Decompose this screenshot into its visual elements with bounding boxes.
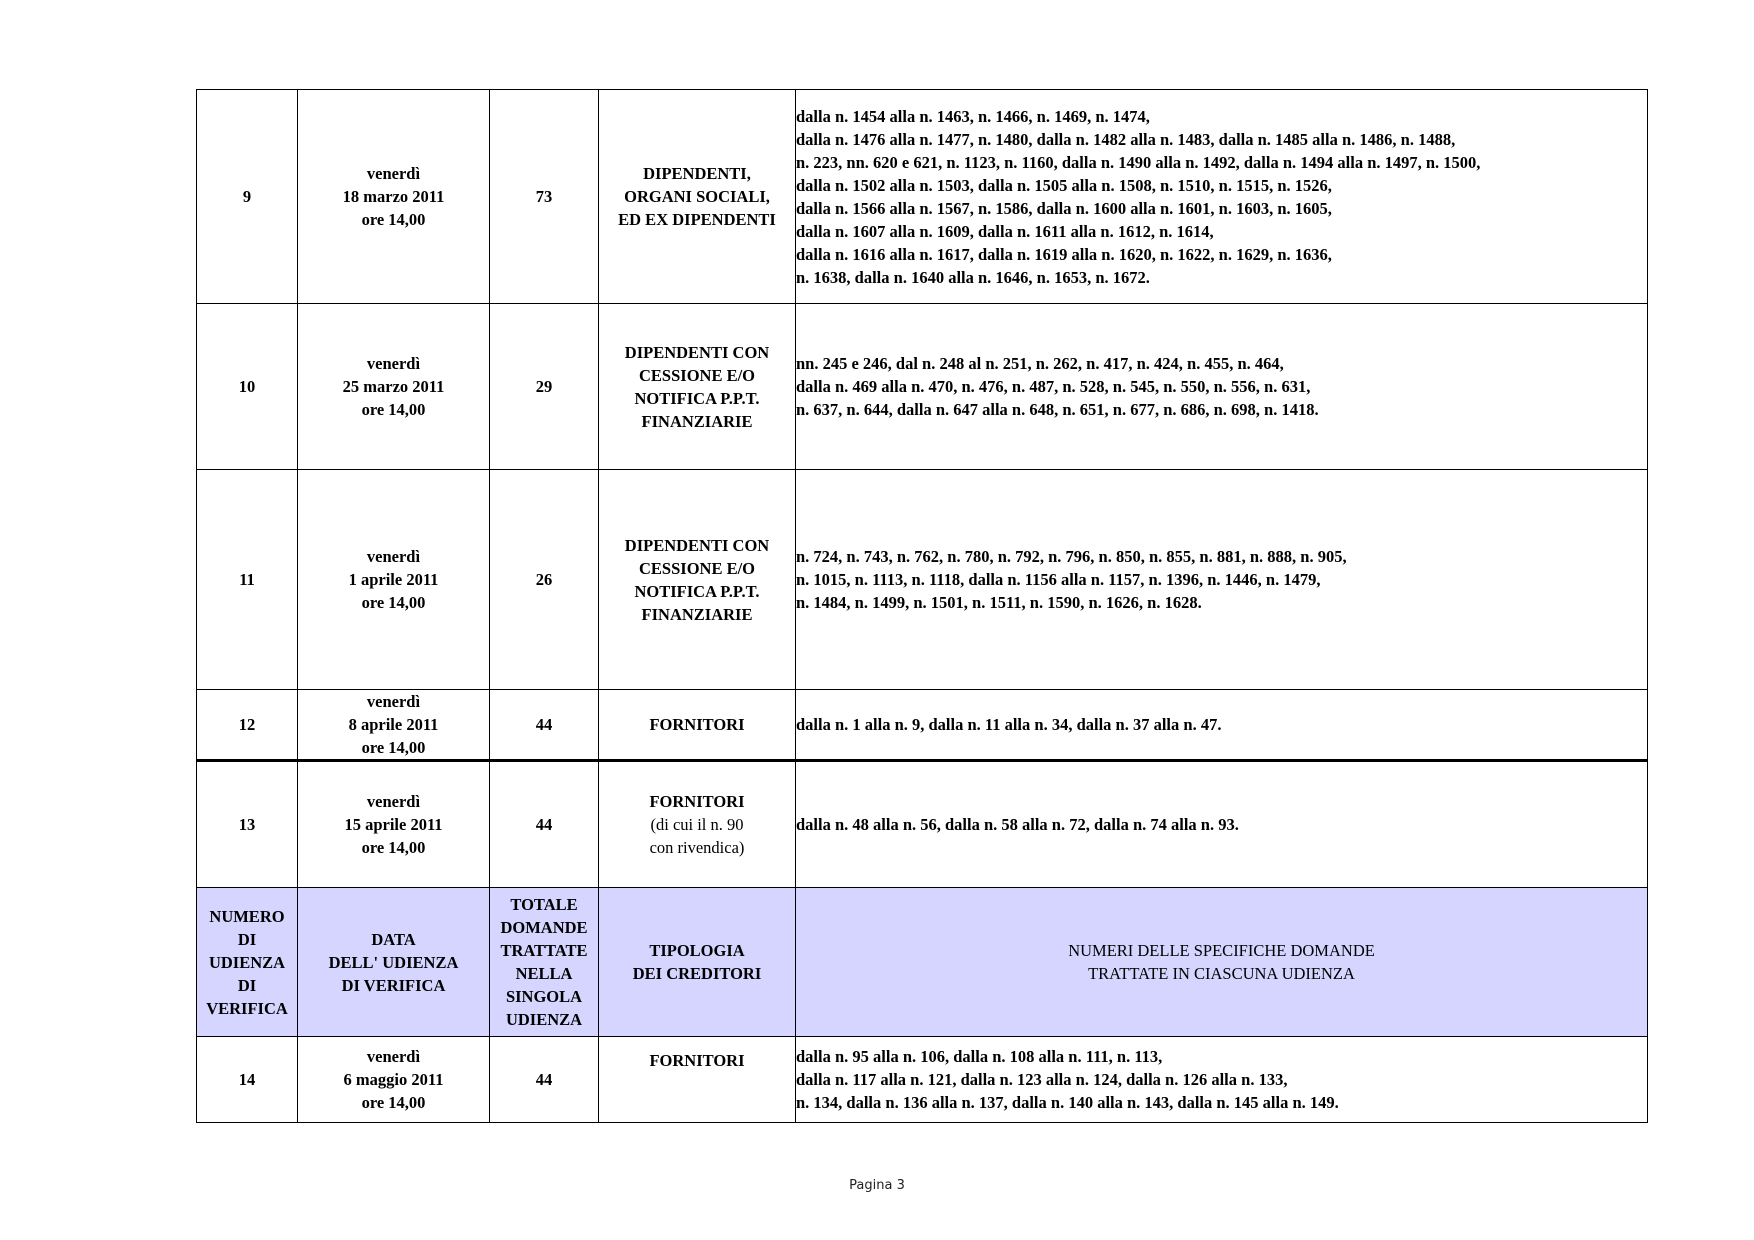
page-number: Pagina 3: [849, 1178, 905, 1193]
column-header-row: [197, 888, 1648, 1037]
creditor-type-line: NOTIFICA P.P.T.: [634, 388, 760, 408]
claim-numbers-line: dalla n. 1454 alla n. 1463, n. 1466, n. 1469, n. 1474,: [796, 106, 1150, 126]
total-claims: 44: [490, 761, 599, 888]
header-line: TRATTATE: [500, 941, 588, 960]
date-time: ore 14,00: [361, 1093, 426, 1112]
hearings-table: [196, 89, 1648, 1123]
hearing-date: [298, 470, 490, 690]
claim-numbers-line: n. 724, n. 743, n. 762, n. 780, n. 792, n. 796, n. 850, n. 855, n. 881, n. 888, n. 905,: [796, 547, 1347, 566]
creditor-type-line: FORNITORI: [649, 792, 745, 811]
creditor-type: [599, 90, 796, 304]
header-line: DI: [237, 975, 257, 995]
header-totale: [490, 888, 599, 1037]
date-day: venerdì: [366, 1047, 421, 1066]
header-numeri: [796, 888, 1648, 1037]
claim-numbers: [796, 1037, 1648, 1123]
creditor-type: [599, 470, 796, 690]
table-row: [197, 470, 1648, 690]
table-row: [197, 1037, 1648, 1123]
claim-numbers: [796, 470, 1648, 690]
total-claims: 73: [490, 90, 599, 304]
total-claims: 44: [490, 690, 599, 761]
claim-numbers-line: dalla n. 117 alla n. 121, dalla n. 123 alla n. 124, dalla n. 126 alla n. 133,: [796, 1070, 1288, 1089]
claim-numbers-line: dalla n. 1616 alla n. 1617, dalla n. 1619 alla n. 1620, n. 1622, n. 1629, n. 1636,: [796, 244, 1332, 264]
hearing-date: [298, 690, 490, 761]
claim-numbers-line: dalla n. 1 alla n. 9, dalla n. 11 alla n. 34, dalla n. 37 alla n. 47.: [796, 715, 1222, 734]
creditor-type-line: FINANZIARIE: [641, 411, 753, 431]
header-line: DI VERIFICA: [341, 975, 446, 995]
date-time: ore 14,00: [361, 838, 426, 857]
date-text: 25 marzo 2011: [342, 377, 445, 396]
claim-numbers-line: n. 223, nn. 620 e 621, n. 1123, n. 1160, dalla n. 1490 alla n. 1492, dalla n. 1494 alla n. 1497, n. 1500,: [796, 152, 1481, 172]
claim-numbers-line: dalla n. 48 alla n. 56, dalla n. 58 alla n. 72, dalla n. 74 alla n. 93.: [796, 815, 1239, 834]
claim-numbers-line: n. 637, n. 644, dalla n. 647 alla n. 648, n. 651, n. 677, n. 686, n. 698, n. 1418.: [796, 400, 1319, 419]
claim-numbers-line: n. 1484, n. 1499, n. 1501, n. 1511, n. 1590, n. 1626, n. 1628.: [796, 593, 1202, 612]
date-text: 8 aprile 2011: [348, 715, 439, 734]
date-time: ore 14,00: [361, 593, 426, 612]
table-row: [197, 690, 1648, 761]
date-text: 15 aprile 2011: [344, 815, 443, 834]
creditor-type-line: ORGANI SOCIALI,: [624, 187, 770, 206]
claim-numbers: [796, 90, 1648, 304]
claim-numbers-line: dalla n. 1502 alla n. 1503, dalla n. 1505 alla n. 1508, n. 1510, n. 1515, n. 1526,: [796, 175, 1332, 195]
claim-numbers-line: n. 1015, n. 1113, n. 1118, dalla n. 1156 alla n. 1157, n. 1396, n. 1446, n. 1479,: [796, 570, 1321, 589]
creditor-type-line: DIPENDENTI,: [643, 164, 751, 183]
header-line: UDIENZA: [505, 1010, 583, 1029]
claim-numbers-line: dalla n. 1566 alla n. 1567, n. 1586, dalla n. 1600 alla n. 1601, n. 1603, n. 1605,: [796, 198, 1332, 218]
creditor-type-note: (di cui il n. 90: [650, 815, 744, 834]
claim-numbers-line: n. 134, dalla n. 136 alla n. 137, dalla n. 140 alla n. 143, dalla n. 145 alla n. 149.: [796, 1093, 1339, 1112]
date-day: venerdì: [366, 547, 421, 566]
creditor-type-line: CESSIONE E/O: [639, 558, 755, 578]
hearing-number: 10: [197, 304, 298, 470]
table-row: [197, 761, 1648, 888]
creditor-type-line: ED EX DIPENDENTI: [618, 210, 776, 229]
header-line: DEI CREDITORI: [632, 964, 762, 983]
table-row: [197, 304, 1648, 470]
creditor-type-line: FORNITORI: [649, 715, 745, 734]
header-line: NELLA: [515, 964, 573, 983]
date-day: venerdì: [366, 692, 421, 711]
header-line: TIPOLOGIA: [649, 941, 745, 960]
header-numero: [197, 888, 298, 1037]
header-line: TOTALE: [510, 895, 578, 914]
creditor-type-line: FORNITORI: [649, 1051, 745, 1070]
header-line: DOMANDE: [500, 918, 588, 937]
date-day: venerdì: [366, 354, 421, 373]
total-claims: 29: [490, 304, 599, 470]
creditor-type-line: DIPENDENTI CON: [624, 342, 770, 362]
header-line: DELL' UDIENZA: [328, 952, 459, 972]
hearing-date: [298, 304, 490, 470]
date-text: 18 marzo 2011: [342, 187, 445, 206]
claim-numbers-line: dalla n. 1607 alla n. 1609, dalla n. 1611 alla n. 1612, n. 1614,: [796, 221, 1214, 241]
creditor-type-line: NOTIFICA P.P.T.: [634, 581, 760, 601]
header-line: NUMERI DELLE SPECIFICHE DOMANDE: [1068, 941, 1375, 960]
date-day: venerdì: [366, 164, 421, 183]
claim-numbers: [796, 761, 1648, 888]
claim-numbers-line: dalla n. 1476 alla n. 1477, n. 1480, dalla n. 1482 alla n. 1483, dalla n. 1485 alla n. 1486, n. 1488,: [796, 129, 1456, 149]
header-line: SINGOLA: [505, 987, 583, 1006]
creditor-type-line: DIPENDENTI CON: [624, 535, 770, 555]
creditor-type: [599, 690, 796, 761]
hearing-date: [298, 761, 490, 888]
creditor-type-line: FINANZIARIE: [641, 604, 753, 624]
creditor-type-note: con rivendica): [649, 838, 745, 857]
date-time: ore 14,00: [361, 210, 426, 229]
header-line: NUMERO: [209, 906, 285, 926]
header-line: VERIFICA: [206, 998, 288, 1018]
hearing-number: 12: [197, 690, 298, 761]
table-row: [197, 90, 1648, 304]
hearing-date: [298, 1037, 490, 1123]
creditor-type: [599, 304, 796, 470]
header-tipologia: [599, 888, 796, 1037]
hearing-number: 11: [197, 470, 298, 690]
date-time: ore 14,00: [361, 400, 426, 419]
creditor-type-line: CESSIONE E/O: [639, 365, 755, 385]
hearing-number: 14: [197, 1037, 298, 1123]
claim-numbers: [796, 690, 1648, 761]
header-line: DATA: [371, 929, 416, 949]
date-time: ore 14,00: [361, 738, 426, 757]
hearing-number: 13: [197, 761, 298, 888]
creditor-type: [599, 761, 796, 888]
hearing-number: 9: [197, 90, 298, 304]
header-line: TRATTATE IN CIASCUNA UDIENZA: [1088, 964, 1355, 983]
header-data: [298, 888, 490, 1037]
total-claims: 44: [490, 1037, 599, 1123]
header-line: UDIENZA: [208, 952, 286, 972]
claim-numbers-line: dalla n. 95 alla n. 106, dalla n. 108 alla n. 111, n. 113,: [796, 1047, 1163, 1066]
claim-numbers-line: dalla n. 469 alla n. 470, n. 476, n. 487, n. 528, n. 545, n. 550, n. 556, n. 631,: [796, 377, 1311, 396]
claim-numbers-line: nn. 245 e 246, dal n. 248 al n. 251, n. 262, n. 417, n. 424, n. 455, n. 464,: [796, 354, 1284, 373]
header-line: DI: [237, 929, 257, 949]
date-day: venerdì: [366, 792, 421, 811]
hearing-date: [298, 90, 490, 304]
creditor-type: [599, 1037, 796, 1123]
date-text: 6 maggio 2011: [343, 1070, 444, 1089]
claim-numbers: [796, 304, 1648, 470]
date-text: 1 aprile 2011: [348, 570, 439, 589]
total-claims: 26: [490, 470, 599, 690]
claim-numbers-line: n. 1638, dalla n. 1640 alla n. 1646, n. 1653, n. 1672.: [796, 267, 1150, 287]
